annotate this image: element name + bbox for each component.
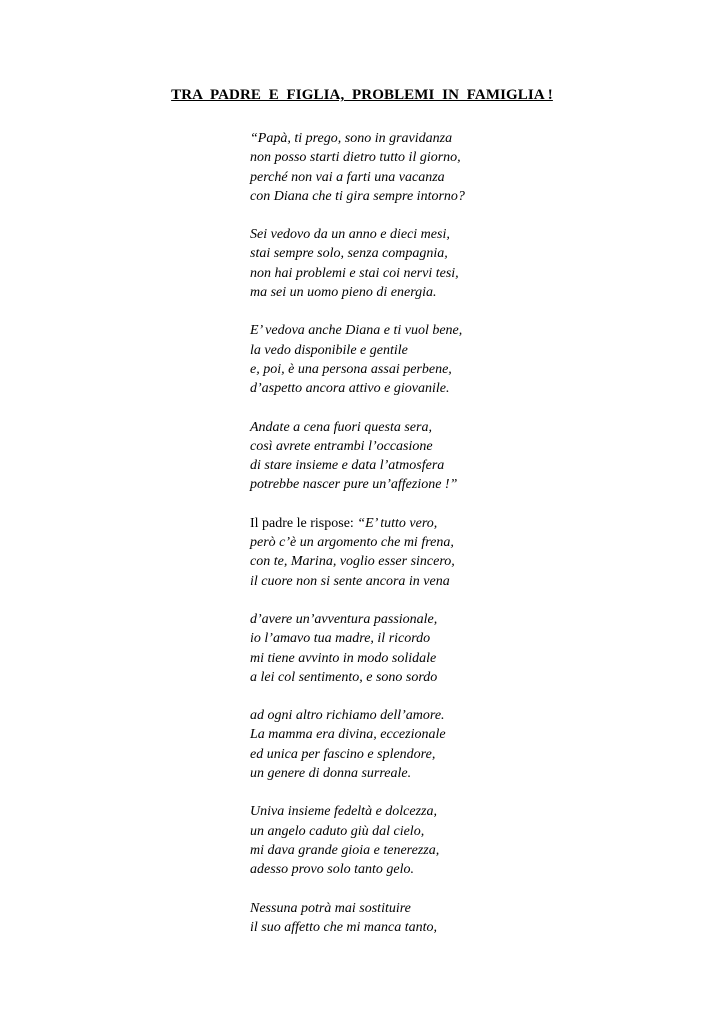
stanza [250, 321, 690, 398]
narration-text: Il padre le rispose: [250, 515, 358, 531]
poem-line: E’ vedova anche Diana e ti vuol bene, [250, 323, 463, 339]
poem-line: così avrete entrambi l’occasione [250, 438, 433, 454]
poem-line: non hai problemi e stai coi nervi tesi, [250, 265, 459, 281]
poem-line: d’aspetto ancora attivo e giovanile. [250, 381, 450, 397]
poem-line: io l’amavo tua madre, il ricordo [250, 631, 431, 647]
poem-line: potrebbe nascer pure un’affezione !” [250, 477, 458, 493]
stanza [250, 610, 690, 687]
poem-line: con te, Marina, voglio esser sincero, [250, 554, 455, 570]
poem-line: adesso provo solo tanto gelo. [250, 862, 414, 878]
poem-line: Nessuna potrà mai sostituire [250, 900, 411, 916]
poem-line: La mamma era divina, eccezionale [250, 727, 446, 743]
stanza [250, 225, 690, 302]
stanza [250, 418, 690, 495]
poem-line: Univa insieme fedeltà e dolcezza, [250, 804, 438, 820]
poem-line: mi dava grande gioia e tenerezza, [250, 842, 440, 858]
poem-line: e, poi, è una persona assai perbene, [250, 361, 452, 377]
poem-line: ma sei un uomo pieno di energia. [250, 285, 437, 301]
stanza [250, 514, 690, 591]
poem-title: TRA PADRE E FIGLIA, PROBLEMI IN FAMIGLIA ! [171, 87, 553, 103]
poem-line: a lei col sentimento, e sono sordo [250, 669, 438, 685]
poem-line: il cuore non si sente ancora in vena [250, 573, 450, 589]
poem-line: di stare insieme e data l’atmosfera [250, 458, 445, 474]
stanza [250, 129, 690, 206]
poem-line: perché non vai a farti una vacanza [250, 169, 445, 185]
poem-line: stai sempre solo, senza compagnia, [250, 246, 448, 262]
poem-line: d’avere un’avventura passionale, [250, 611, 438, 627]
stanza [250, 802, 690, 879]
poem-line: “Papà, ti prego, sono in gravidanza [250, 131, 453, 146]
poem-body [250, 129, 690, 956]
poem-line: mi tiene avvinto in modo solidale [250, 650, 437, 666]
poem-line: con Diana che ti gira sempre intorno? [250, 188, 465, 204]
poem-line: Sei vedovo da un anno e dieci mesi, [250, 227, 450, 243]
poem-line [250, 514, 690, 533]
poem-line: ed unica per fascino e splendore, [250, 746, 436, 762]
poem-line: però c’è un argomento che mi frena, [250, 535, 454, 551]
poem-line: un genere di donna surreale. [250, 766, 412, 782]
poem-line: la vedo disponibile e gentile [250, 342, 408, 358]
poem-line: Andate a cena fuori questa sera, [250, 419, 432, 435]
poem-line: il suo affetto che mi manca tanto, [250, 919, 438, 935]
poem-line: un angelo caduto giù dal cielo, [250, 823, 425, 839]
stanza [250, 706, 690, 783]
poem-line: ad ogni altro richiamo dell’amore. [250, 708, 445, 724]
dialogue-text: “E’ tutto vero, [357, 515, 438, 531]
poem-line: non posso starti dietro tutto il giorno, [250, 150, 461, 166]
stanza [250, 899, 690, 938]
